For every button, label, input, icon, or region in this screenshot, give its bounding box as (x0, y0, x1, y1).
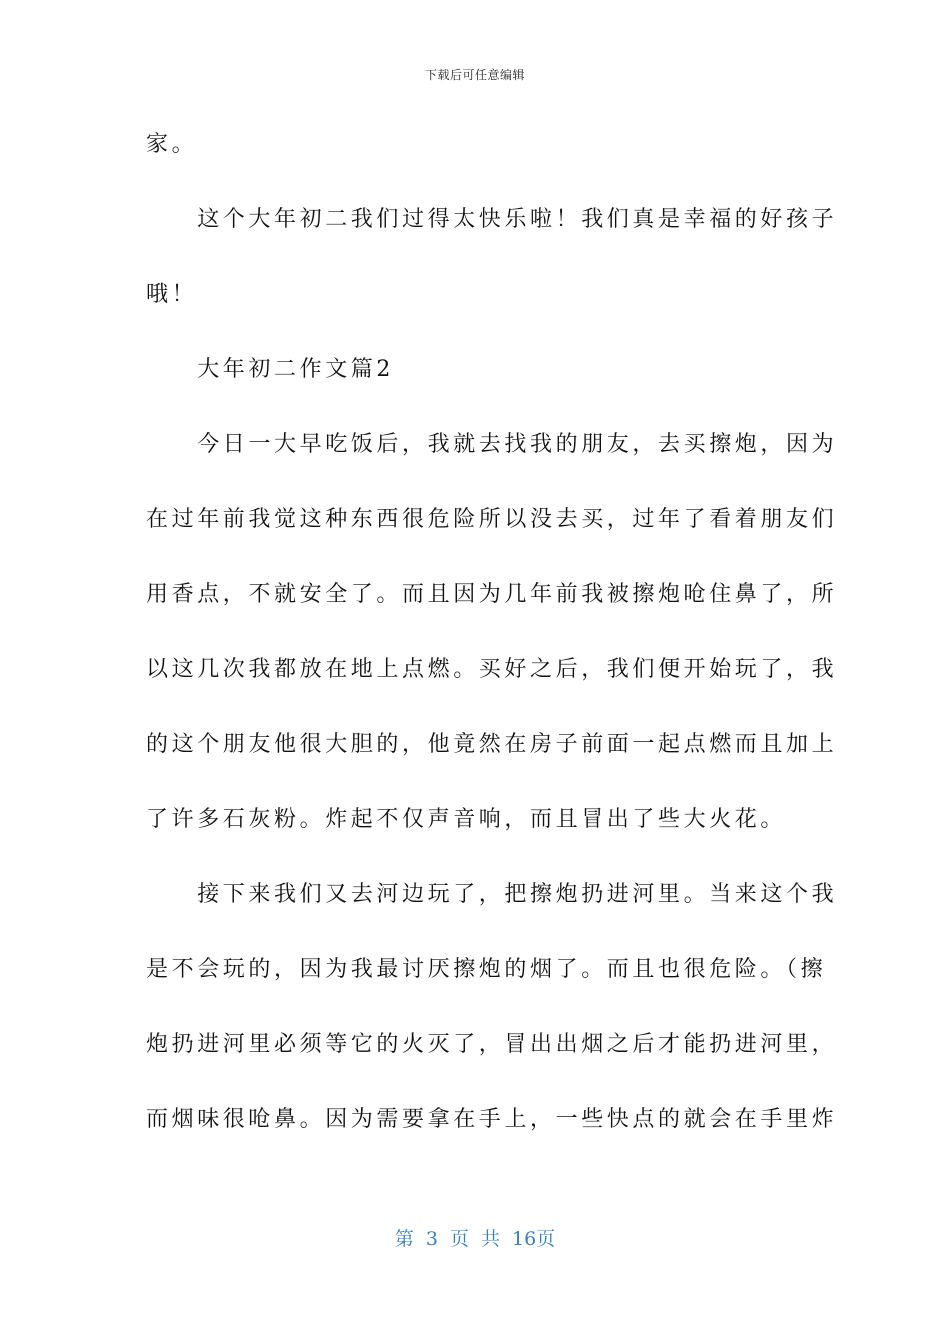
text-line: 用香点，不就安全了。而且因为几年前我被擦炮呛住鼻了，所 (146, 582, 838, 607)
text-line: 接下来我们又去河边玩了，把擦炮扔进河里。当来这个我 (146, 882, 838, 907)
page-number-footer: 第 3 页 共 16页 (394, 1228, 556, 1250)
section-heading: 大年初二作文篇2 (146, 357, 394, 382)
text-line: 家。 (146, 132, 198, 157)
text-line: 在过年前我觉这种东西很危险所以没去买，过年了看着朋友们 (146, 507, 838, 532)
text-line: 这个大年初二我们过得太快乐啦！我们真是幸福的好孩子 (146, 207, 838, 232)
text-line: 以这几次我都放在地上点燃。买好之后，我们便开始玩了，我 (146, 657, 838, 682)
text-line: 哦！ (146, 282, 198, 307)
text-line: 是不会玩的，因为我最讨厌擦炮的烟了。而且也很危险。（擦 (146, 957, 827, 982)
text-line: 的这个朋友他很大胆的，他竟然在房子前面一起点燃而且加上 (146, 732, 838, 757)
text-line: 了许多石灰粉。炸起不仅声音响，而且冒出了些大火花。 (146, 807, 787, 832)
text-line: 而烟味很呛鼻。因为需要拿在手上，一些快点的就会在手里炸 (146, 1107, 838, 1132)
text-line: 今日一大早吃饭后，我就去找我的朋友，去买擦炮，因为 (146, 432, 838, 457)
text-line: 炮扔进河里必须等它的火灭了，冒出出烟之后才能扔进河里， (146, 1032, 838, 1057)
page-header: 下载后可任意编辑 (424, 68, 525, 82)
